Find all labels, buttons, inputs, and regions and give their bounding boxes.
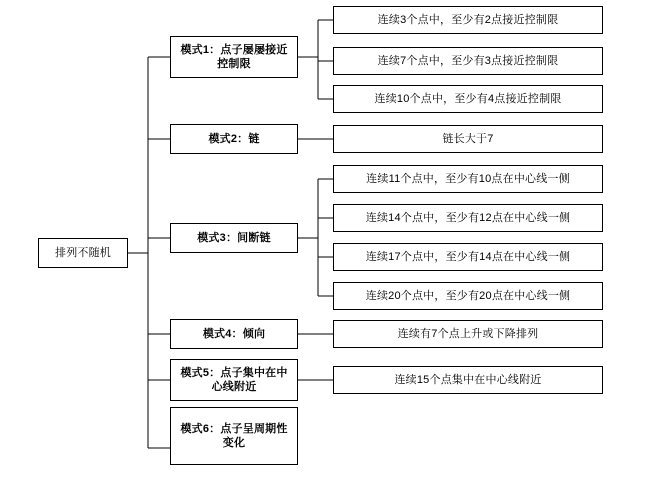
node-pattern-1 — [170, 36, 298, 78]
node-rule-p3r1-label: 连续11个点中，至少有10点在中心线一侧 — [366, 173, 570, 185]
node-pattern-4-label: 模式4：倾向 — [202, 328, 266, 340]
node-rule-p2r1-label: 链长大于7 — [442, 133, 494, 145]
node-pattern-6 — [170, 407, 298, 465]
node-pattern-2-label: 模式2：链 — [208, 133, 260, 145]
node-pattern-1-label: 模式1：点子屡屡接近控制限 — [180, 44, 288, 70]
node-rule-p5r1-label: 连续15个点集中在中心线附近 — [394, 374, 542, 386]
node-pattern-6-label: 模式6：点子呈周期性变化 — [180, 423, 288, 449]
node-root — [38, 238, 128, 268]
node-root-label: 排列不随机 — [55, 247, 111, 259]
node-rule-p3r1 — [333, 165, 603, 193]
node-rule-p3r3-label: 连续17个点中，至少有14点在中心线一侧 — [365, 251, 571, 263]
node-rule-p3r2 — [333, 204, 603, 232]
node-pattern-3 — [170, 223, 298, 253]
node-pattern-5-label: 模式5：点子集中在中心线附近 — [180, 367, 288, 393]
node-rule-p1r2-label: 连续7个点中，至少有3点接近控制限 — [377, 55, 559, 67]
node-rule-p3r4-label: 连续20个点中，至少有20点在中心线一侧 — [365, 290, 571, 302]
node-pattern-3-label: 模式3：间断链 — [197, 232, 271, 244]
node-rule-p1r3-label: 连续10个点中，至少有4点接近控制限 — [374, 93, 562, 105]
node-rule-p1r2 — [333, 47, 603, 75]
node-pattern-5 — [170, 359, 298, 401]
node-rule-p1r1 — [333, 6, 603, 34]
node-rule-p3r3 — [333, 243, 603, 271]
node-rule-p5r1 — [333, 366, 603, 394]
node-rule-p2r1 — [333, 125, 603, 153]
node-rule-p4r1 — [333, 320, 603, 348]
node-rule-p4r1-label: 连续有7个点上升或下降排列 — [397, 328, 539, 340]
node-rule-p1r1-label: 连续3个点中，至少有2点接近控制限 — [377, 14, 559, 26]
node-rule-p3r2-label: 连续14个点中，至少有12点在中心线一侧 — [365, 212, 571, 224]
node-pattern-2 — [170, 124, 298, 154]
node-rule-p1r3 — [333, 85, 603, 113]
node-pattern-4 — [170, 319, 298, 349]
node-rule-p3r4 — [333, 282, 603, 310]
